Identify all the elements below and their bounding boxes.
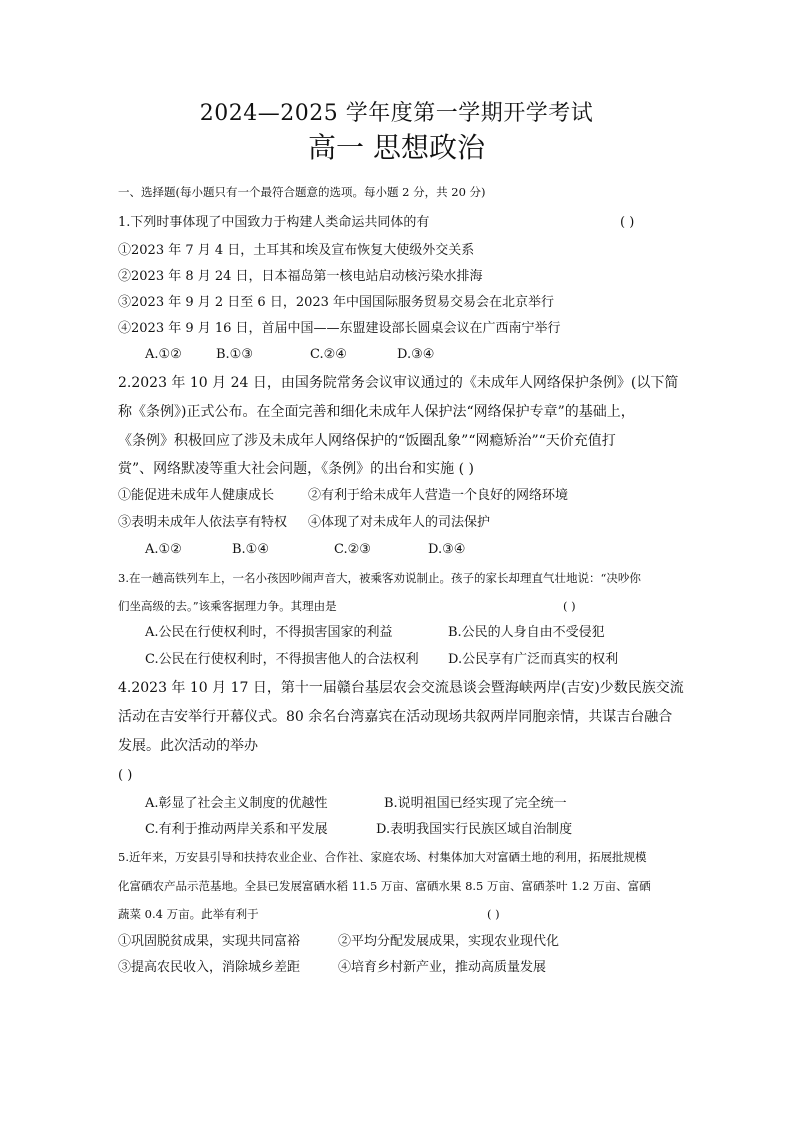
q4-option-a: A.彰显了社会主义制度的优越性 <box>145 796 328 811</box>
q1-option-a: A.①② <box>145 347 182 362</box>
q4-answer-blank: ( ) <box>118 768 133 783</box>
q2-line-1: 2.2023 年 10 月 24 日，由国务院常务会议审议通过的《未成年人网络保护条例》(以下简 <box>118 375 679 391</box>
q1-item-1: ①2023 年 7 月 4 日，土耳其和埃及宣布恢复大使级外交关系 <box>118 243 475 258</box>
q4-line-3: 发展。此次活动的举办 <box>118 738 258 754</box>
exam-subtitle: 高一 思想政治 <box>308 131 485 164</box>
q5-line-3: 蔬菜 0.4 万亩。此举有利于 <box>118 907 259 921</box>
q3-option-a: A.公民在行使权利时，不得损害国家的利益 <box>145 625 393 640</box>
q2-item-4: ④体现了对未成年人的司法保护 <box>308 515 491 530</box>
q2-item-2: ②有利于给未成年人营造一个良好的网络环境 <box>308 488 569 503</box>
q1-option-b: B.①③ <box>216 347 253 362</box>
q2-option-a: A.①② <box>145 542 182 557</box>
q2-line-2: 称《条例》)正式公布。在全面完善和细化未成年人保护法“网络保护专章”的基础上， <box>118 404 635 420</box>
q5-item-3: ③提高农民收入，消除城乡差距 <box>118 960 301 975</box>
q5-item-2: ②平均分配发展成果，实现农业现代化 <box>338 934 560 949</box>
q3-option-b: B.公民的人身自由不受侵犯 <box>448 625 605 640</box>
q2-option-c: C.②③ <box>334 542 371 557</box>
q4-line-2: 活动在吉安举行开幕仪式。80 余名台湾嘉宾在活动现场共叙两岸同胞亲情，共谋吉台融合 <box>118 709 673 725</box>
q1-stem: 1.下列时事体现了中国致力于构建人类命运共同体的有 <box>118 215 430 230</box>
q1-option-d: D.③④ <box>397 347 435 362</box>
q2-option-b: B.①④ <box>232 542 269 557</box>
q5-line-2: 化富硒农产品示范基地。全县已发展富硒水稻 11.5 万亩、富硒水果 8.5 万亩、富硒茶叶 1.2 万亩、富硒 <box>118 879 651 893</box>
q5-item-4: ④培育乡村新产业，推动高质量发展 <box>338 960 547 975</box>
q1-item-4: ④2023 年 9 月 16 日，首届中国——东盟建设部长圆桌会议在广西南宁举行 <box>118 321 561 336</box>
exam-title: 2024—2025 学年度第一学期开学考试 <box>199 101 594 126</box>
q2-line-3: 《条例》积极回应了涉及未成年人网络保护的“饭圈乱象”“网瘾矫治”“天价充值打 <box>118 433 616 449</box>
q4-line-1: 4.2023 年 10 月 17 日，第十一届赣台基层农会交流恳谈会暨海峡两岸(吉安)少数民族交流 <box>118 680 684 696</box>
q3-option-c: C.公民在行使权利时，不得损害他人的合法权利 <box>145 652 419 667</box>
q5-line-1: 5.近年来，万安县引导和扶持农业企业、合作社、家庭农场、村集体加大对富硒土地的利用，拓展批规模 <box>118 850 647 864</box>
q1-item-2: ②2023 年 8 月 24 日，日本福岛第一核电站启动核污染水排海 <box>118 269 483 284</box>
q4-option-b: B.说明祖国已经实现了完全统一 <box>384 796 567 811</box>
q3-line-2: 们坐高级的去。”该乘客据理力争。其理由是 <box>118 599 337 613</box>
q5-answer-blank: ( ) <box>487 907 500 921</box>
q3-answer-blank: ( ) <box>563 599 576 613</box>
q2-line-4: 赏”、网络默凌等重大社会问题，《条例》的出台和实施 ( ) <box>118 461 474 477</box>
q4-option-d: D.表明我国实行民族区域自治制度 <box>376 822 573 837</box>
q2-option-d: D.③④ <box>428 542 466 557</box>
q5-item-1: ①巩固脱贫成果，实现共同富裕 <box>118 934 301 949</box>
q1-answer-blank: ( ) <box>620 215 635 230</box>
q1-option-c: C.②④ <box>310 347 347 362</box>
section-heading: 一、选择题(每小题只有一个最符合题意的选项。每小题 2 分，共 20 分) <box>118 185 486 199</box>
q2-item-1: ①能促进未成年人健康成长 <box>118 488 275 503</box>
q2-item-3: ③表明未成年人依法享有特权 <box>118 515 288 530</box>
q1-item-3: ③2023 年 9 月 2 日至 6 日，2023 年中国国际服务贸易交易会在北京举行 <box>118 295 555 310</box>
q4-option-c: C.有利于推动两岸关系和平发展 <box>145 822 328 837</box>
q3-line-1: 3.在一趟高铁列车上，一名小孩因吵闹声音大，被乘客劝说制止。孩子的家长却理直气壮地说：“决吵你 <box>118 571 641 585</box>
q3-option-d: D.公民享有广泛而真实的权利 <box>448 652 619 667</box>
